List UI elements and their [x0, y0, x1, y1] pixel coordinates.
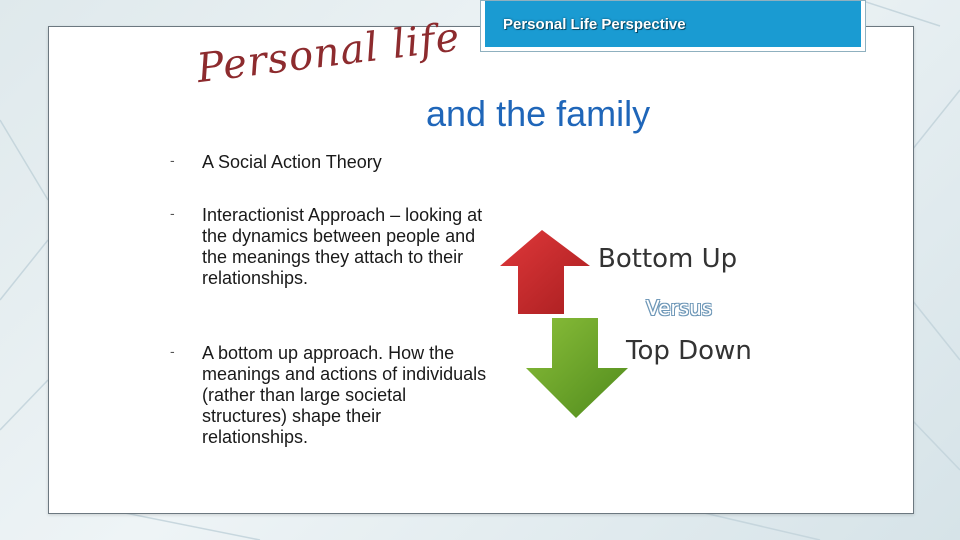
up-arrow-icon: [500, 230, 590, 314]
header-banner: [485, 1, 861, 47]
bullet-text: A bottom up approach. How the meanings and actions of individuals (rather than large societal structures) shape their relationships.: [202, 343, 487, 447]
versus-label: Versus: [646, 296, 713, 320]
bullet-marker: -: [170, 343, 175, 359]
personal-life-logo: [194, 14, 463, 112]
down-arrow-icon: [526, 318, 628, 418]
bullet-marker: -: [170, 205, 175, 221]
top-down-label: Top Down: [626, 336, 752, 366]
bullet-text: A Social Action Theory: [202, 152, 382, 172]
logo-text: Personal life: [194, 14, 463, 93]
bullet-marker: -: [170, 152, 175, 168]
bottom-up-label: Bottom Up: [598, 244, 738, 274]
slide-subtitle: and the family: [426, 93, 651, 134]
bullet-text: Interactionist Approach – looking at the dynamics between people and the meanings they attach to their relationships.: [202, 205, 483, 288]
header-title: Personal Life Perspective: [503, 16, 686, 33]
header-tab: [480, 0, 866, 52]
